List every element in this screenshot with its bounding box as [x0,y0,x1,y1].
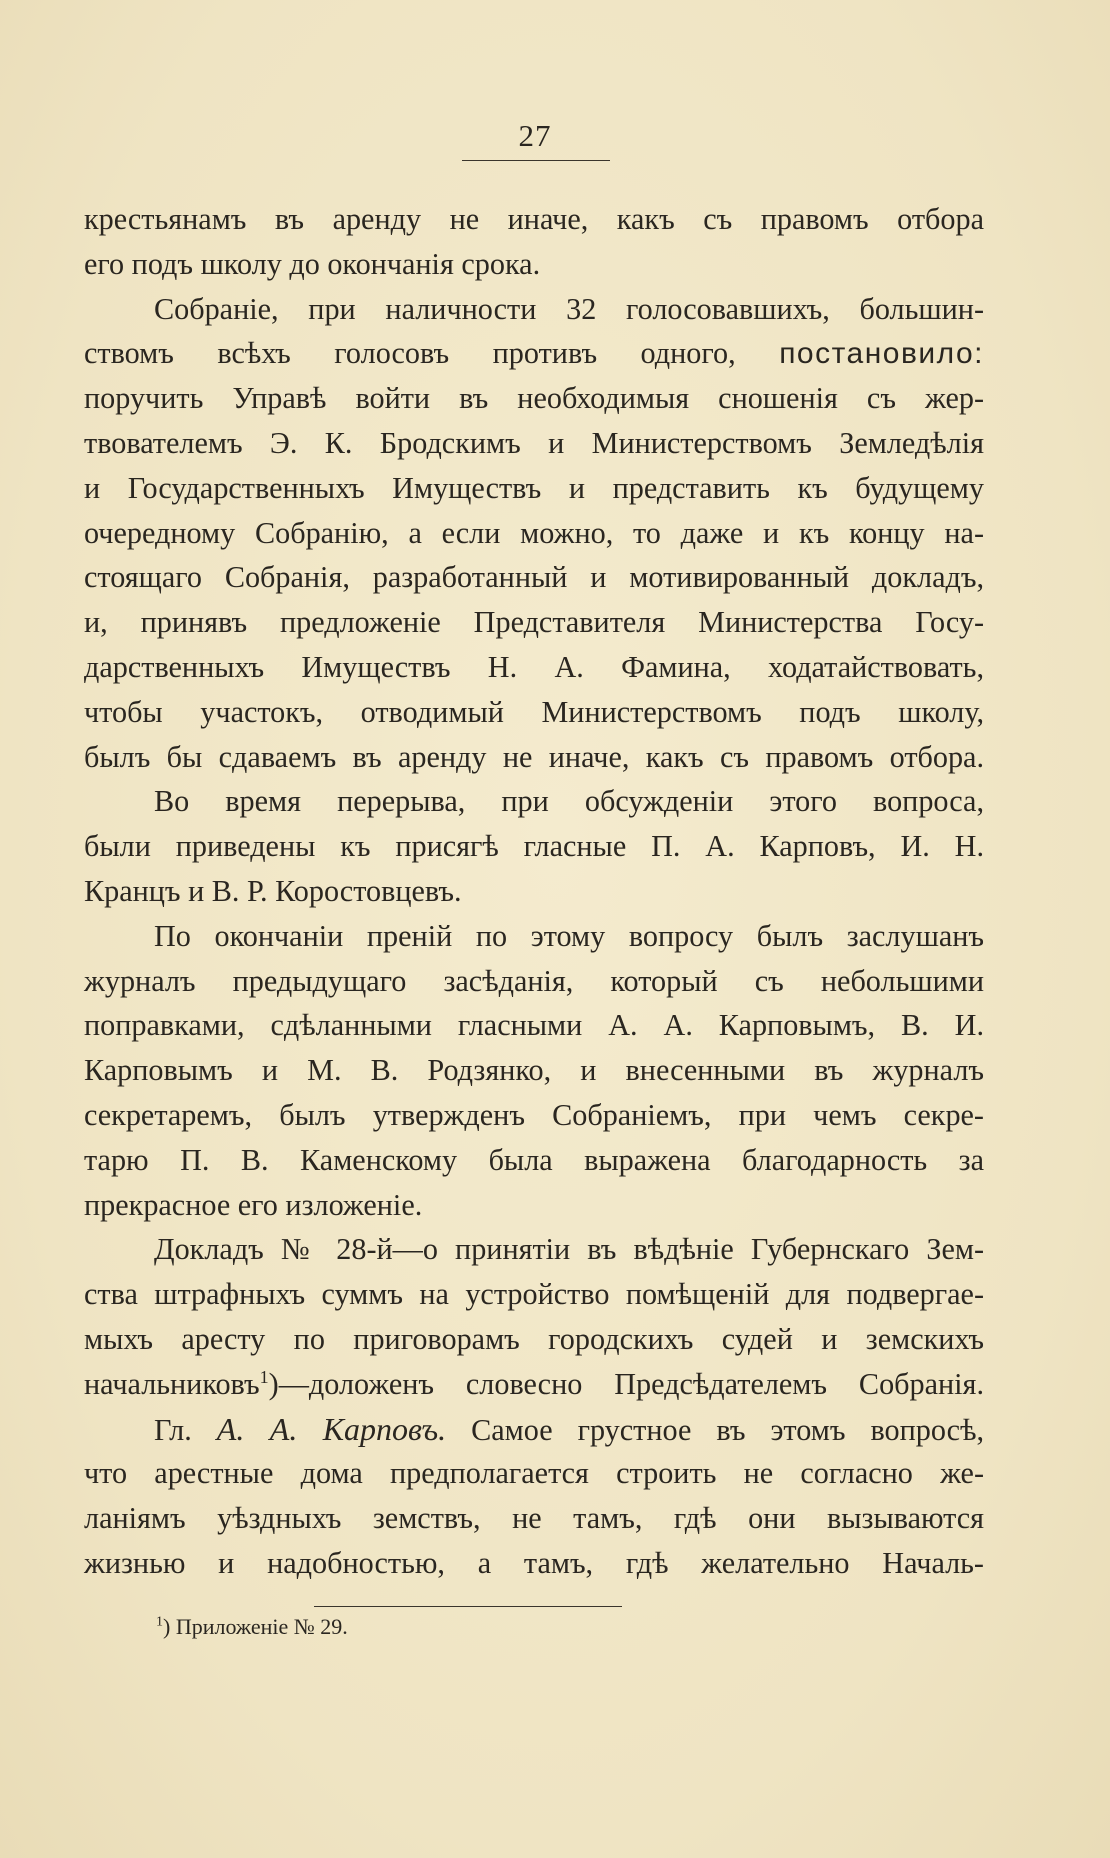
page-number: 27 [518,118,552,153]
text-line: что арестные дома предполагается строить не согласно же- [84,1456,984,1491]
body-text [84,197,984,1586]
text-fragment: ствомъ всѣхъ голосовъ противъ одного, [84,336,736,371]
text-line: журналъ предыдущаго засѣданія, который съ небольшими [84,963,984,998]
text-line [84,1362,984,1407]
text-line: и, принявъ предложеніе Представителя Министерства Госу- [84,605,984,640]
emphasized-word: постановило: [779,337,985,371]
text-fragment: )—доложенъ словесно Предсѣдателемъ Собранія. [268,1366,984,1401]
text-line: поручить Управѣ войти въ необходимыя сношенія съ жер- [84,381,984,416]
text-line: прекрасное его изложеніе. [84,1187,423,1222]
text-line: секретаремъ, былъ утвержденъ Собраніемъ, при чемъ секре- [84,1097,984,1132]
text-line: Кранцъ и В. Р. Коростовцевъ. [84,873,462,908]
text-line: стоящаго Собранія, разработанный и мотивированный докладъ, [84,560,984,595]
footnote [156,1612,348,1642]
text-line: По окончаніи преній по этому вопросу былъ заслушанъ [154,918,984,953]
text-fragment: Самое грустное въ этомъ вопросѣ, [471,1412,985,1447]
text-line: жизнью и надобностью, а тамъ, гдѣ желательно Началь- [84,1545,984,1580]
text-line: Карповымъ и М. В. Родзянко, и внесенными въ журналъ [84,1053,984,1088]
text-line [84,1407,984,1452]
text-line: твователемъ Э. К. Бродскимъ и Министерствомъ Земледѣлія [84,425,984,460]
text-line: тарю П. В. Каменскому была выражена благодарность за [84,1142,984,1177]
footnote-text: ) Приложеніе № 29. [163,1614,348,1639]
text-line [84,331,984,376]
speaker-name: А. А. Карповъ. [216,1410,447,1447]
text-line: ланіямъ уѣздныхъ земствъ, не тамъ, гдѣ они вызываются [84,1501,984,1536]
text-line: Во время перерыва, при обсужденіи этого вопроса, [154,784,984,819]
text-line: Докладъ № 28-й—о принятіи въ вѣдѣніе Губернскаго Зем- [154,1232,984,1267]
text-line: крестьянамъ въ аренду не иначе, какъ съ правомъ отбора [84,202,984,236]
text-line: ства штрафныхъ суммъ на устройство помѣщеній для подвергае- [84,1277,984,1312]
text-line: были приведены къ присягѣ гласные П. А. Карповъ, И. Н. [84,829,984,864]
footnote-reference: 1 [259,1366,269,1387]
text-line: былъ бы сдаваемъ въ аренду не иначе, какъ съ правомъ отбора. [84,739,984,774]
footnote-mark: 1 [156,1614,163,1630]
text-line: Собраніе, при наличности 32 голосовавшихъ, большин- [154,291,984,326]
text-line: дарственныхъ Имуществъ Н. А. Фамина, ходатайствовать, [84,649,984,684]
text-fragment: начальниковъ [84,1366,260,1401]
text-line: мыхъ аресту по приговорамъ городскихъ судей и земскихъ [84,1321,984,1356]
text-line: очередному Собранію, а если можно, то даже и къ концу на- [84,515,984,550]
text-line: и Государственныхъ Имуществъ и представить къ будущему [84,470,984,505]
text-line: чтобы участокъ, отводимый Министерствомъ подъ школу, [84,694,984,729]
page-number-rule [462,160,610,161]
text-line: поправками, сдѣланными гласными А. А. Карповымъ, В. И. [84,1008,984,1043]
footnote-rule [314,1606,622,1607]
speaker-prefix: Гл. [154,1412,192,1447]
text-line: его подъ школу до окончанія срока. [84,246,541,281]
